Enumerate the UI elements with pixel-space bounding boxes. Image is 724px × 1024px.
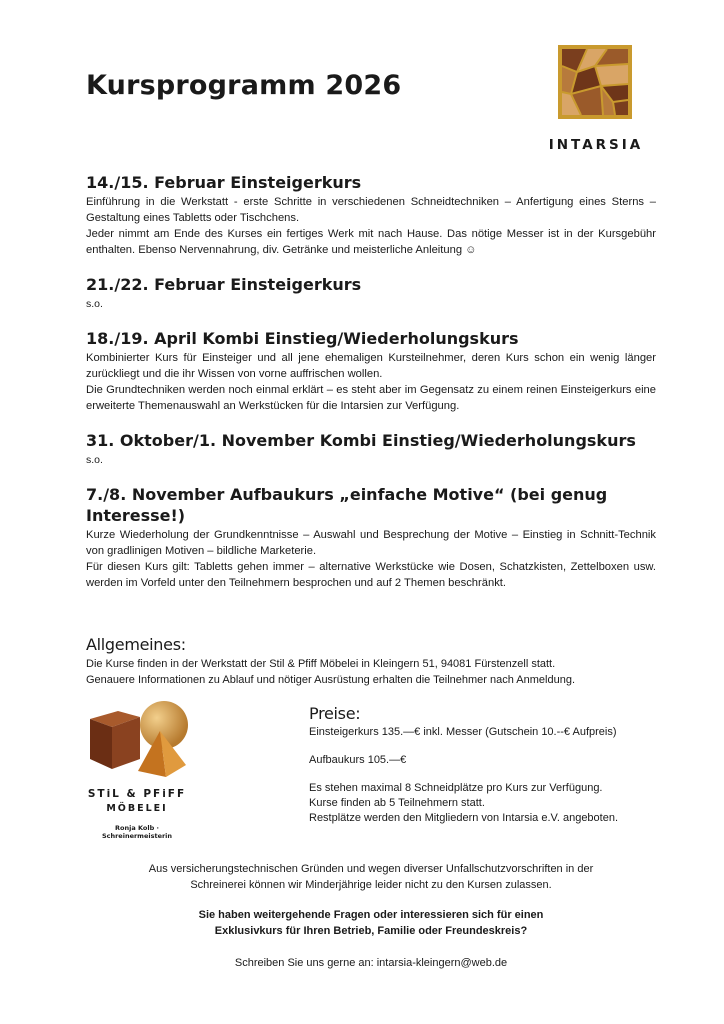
course-item (86, 328, 656, 414)
prices-section (309, 704, 679, 826)
course-heading: 14./15. Februar Einsteigerkurs (86, 173, 362, 192)
prices-heading: Preise: (309, 704, 361, 723)
course-description: s.o. (86, 454, 103, 466)
course-description: Jeder nimmt am Ende des Kurses ein fertiges Werk mit nach Hause. Das nötige Messer ist in der Kursgebühr enthalten. Ebenso Nervennahrung, div. Getränke und meisterliche Anleitung ☺ (86, 228, 656, 256)
course-description: Kombinierter Kurs für Einsteiger und all jene ehemaligen Kursteilnehmer, deren Kurs schon ein wenig länger zurückliegt und die ihr Wissen von vorne auffrischen wollen. (86, 352, 656, 380)
wood-shapes-logo (82, 697, 198, 787)
shop-owner: Ronja Kolb · Schreinermeisterin (101, 824, 173, 840)
price-info: Restplätze werden den Mitgliedern von Intarsia e.V. angeboten. (309, 812, 619, 824)
price-aufbau: Aufbaukurs 105.—€ (309, 754, 407, 766)
price-info: Es stehen maximal 8 Schneidplätze pro Kurs zur Verfügung. (309, 782, 603, 794)
course-list (86, 172, 656, 607)
intarsia-logo (557, 44, 633, 120)
notice-text: Schreinerei können wir Minderjährige leider nicht zu den Kursen zulassen. (190, 879, 552, 891)
course-item (86, 484, 656, 591)
course-heading: 18./19. April Kombi Einstieg/Wiederholungskurs (86, 329, 519, 348)
course-heading: 7./8. November Aufbaukurs „einfache Motive“ (bei genug Interesse!) (86, 485, 608, 525)
general-section (86, 635, 666, 688)
course-item (86, 172, 656, 258)
course-item (86, 430, 656, 468)
brand-name: INTARSIA (548, 137, 644, 153)
course-description: Einführung in die Werkstatt - erste Schritte in verschiedenen Schneidtechniken – Anfertigung eines Sterns – Gestaltung eines Tabletts oder Tischchens. (86, 196, 656, 224)
shop-logo-text (82, 788, 192, 840)
shop-subtitle: MÖBELEI (106, 803, 168, 814)
course-description: Die Grundtechniken werden noch einmal erklärt – es steht aber im Gegensatz zu einem reinen Einsteigerkurs eine erweiterte Themenauswahl an Werkstücken für die Intarsien zur Verfügung. (86, 384, 656, 412)
question-text: Exklusivkurs für Ihren Betrieb, Familie oder Freundeskreis? (214, 925, 528, 937)
general-heading: Allgemeines: (86, 635, 186, 654)
general-text: Die Kurse finden in der Werkstatt der Stil & Pfiff Möbelei in Kleingern 51, 94081 Fürstenzell statt. (86, 658, 556, 670)
cube-left (90, 719, 112, 769)
contact-text: Schreiben Sie uns gerne an: intarsia-kleingern@web.de (234, 957, 508, 969)
course-description: Kurze Wiederholung der Grundkenntnisse – Auswahl und Besprechung der Motive – Einstieg in Schnitt-Technik von gradlinigen Motiven – bildliche Marketerie. (86, 529, 656, 557)
question-text: Sie haben weitergehende Fragen oder interessieren sich für einen (198, 909, 544, 921)
course-description: Für diesen Kurs gilt: Tabletts gehen immer – alternative Werkstücke wie Dosen, Schatzkisten, Zettelboxen usw. werden im Vorfeld unter den Teilnehmern besprochen und auf 2 Themen beschränkt. (86, 561, 656, 589)
course-item (86, 274, 656, 312)
notice-text: Aus versicherungstechnischen Gründen und wegen diverser Unfallschutzvorschriften in der (148, 863, 594, 875)
price-einsteiger: Einsteigerkurs 135.—€ inkl. Messer (Gutschein 10.--€ Aufpreis) (309, 726, 617, 738)
course-description: s.o. (86, 298, 103, 310)
course-heading: 31. Oktober/1. November Kombi Einstieg/Wiederholungskurs (86, 431, 636, 450)
course-heading: 21./22. Februar Einsteigerkurs (86, 275, 362, 294)
page-title: Kursprogramm 2026 (86, 70, 402, 101)
general-text: Genauere Informationen zu Ablauf und nötiger Ausrüstung erhalten die Teilnehmer nach Anmeldung. (86, 674, 576, 686)
price-info: Kurse finden ab 5 Teilnehmern statt. (309, 797, 485, 809)
footer (86, 861, 656, 971)
shop-name: STiL & PFiFF (87, 788, 187, 800)
